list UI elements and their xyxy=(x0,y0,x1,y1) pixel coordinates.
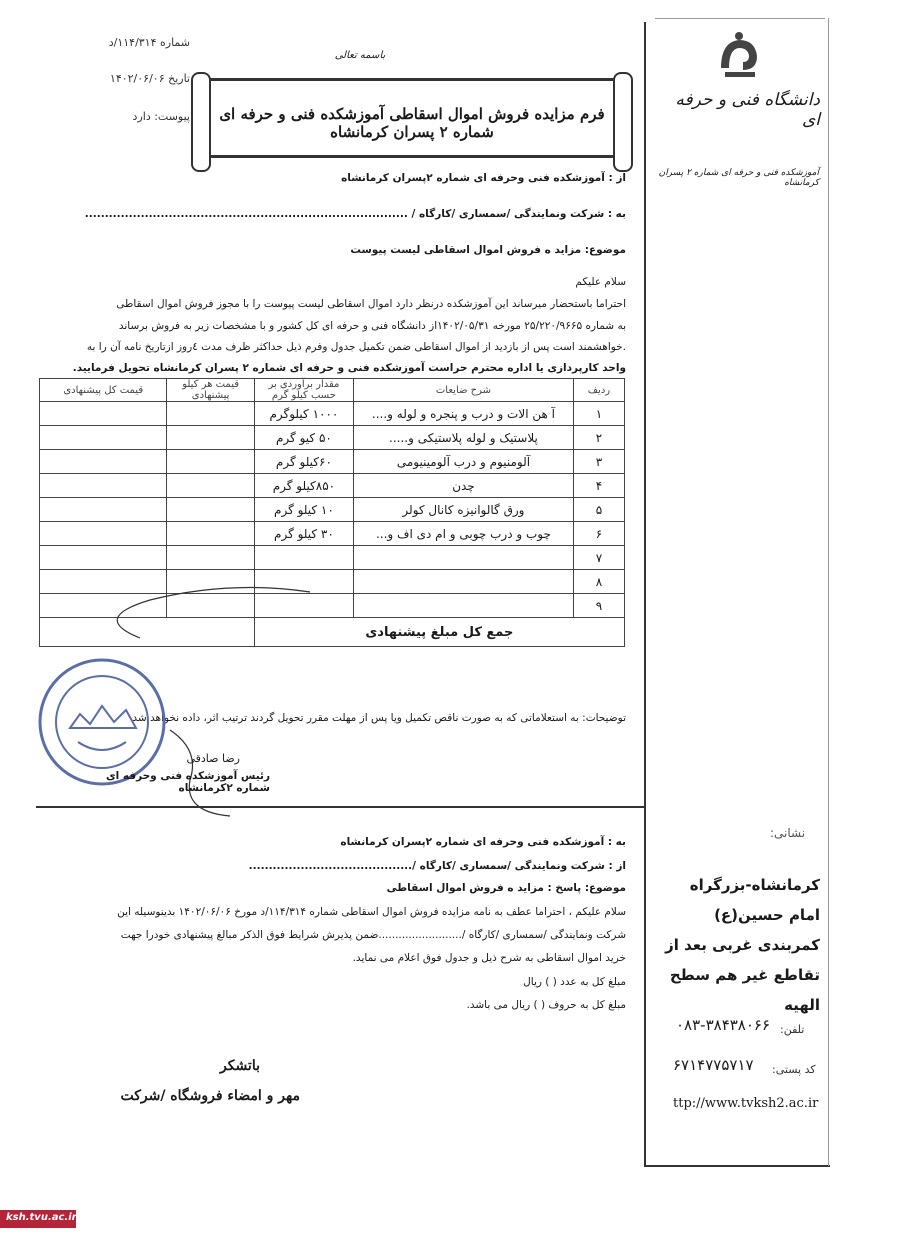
row-total-price[interactable] xyxy=(40,450,167,474)
letter-greeting: سلام علیکم xyxy=(575,276,626,288)
table-row xyxy=(40,498,625,522)
seal-signature: مهر و امضاء فروشگاه /شرکت xyxy=(120,1088,300,1104)
row-number: ۶ xyxy=(573,522,624,546)
row-unit-price[interactable] xyxy=(167,402,254,426)
university-logo-icon xyxy=(715,30,763,80)
university-name: دانشگاه فنی و حرفه ای xyxy=(675,90,820,130)
row-number: ۲ xyxy=(573,426,624,450)
reply-subject: موضوع: پاسخ : مزاید ه فروش اموال اسقاطی xyxy=(386,882,626,894)
row-unit-price[interactable] xyxy=(167,498,254,522)
row-description xyxy=(354,594,574,618)
letter-to: به : شرکت ونمایندگی /سمساری /کارگاه / ................................................................................. xyxy=(84,208,626,220)
table-row xyxy=(40,474,625,498)
row-number: ۵ xyxy=(573,498,624,522)
sidebar-border-top xyxy=(655,18,825,19)
reply-from: از : شرکت ونمایندگی /سمساری /کارگاه /......................................... xyxy=(248,860,626,872)
signer-role: رئیس آموزشکده فنی وحرفه ای شماره ۲کرمانشاه xyxy=(105,770,270,794)
row-number: ۹ xyxy=(573,594,624,618)
row-total-price[interactable] xyxy=(40,474,167,498)
section-divider xyxy=(36,806,644,808)
basmala: باسمه تعالی xyxy=(334,50,386,61)
row-unit-price[interactable] xyxy=(167,474,254,498)
row-description: ورق گالوانیزه کانال کولر xyxy=(354,498,574,522)
total-label: جمع کل مبلغ پیشنهادی xyxy=(254,618,624,647)
letter-number: شماره ۱۱۴/۳۱۴/د xyxy=(108,36,190,49)
row-total-price[interactable] xyxy=(40,498,167,522)
row-quantity xyxy=(254,546,353,570)
table-row xyxy=(40,450,625,474)
row-description: چوب و درب چوبی و ام دی اف و... xyxy=(354,522,574,546)
row-total-price[interactable] xyxy=(40,522,167,546)
sidebar-border-bottom xyxy=(644,1165,830,1167)
reply-body-2: شرکت ونمایندگی /سمساری /کارگاه /.........................ضمن پذیرش شرایط فوق الذکر مبالغ پیشنهادی خودرا جهت xyxy=(120,929,626,941)
school-name: آموزشکده فنی و حرفه ای شماره ۲ پسران کرمانشاه xyxy=(658,168,819,188)
row-unit-price[interactable] xyxy=(167,426,254,450)
sidebar-border-left xyxy=(644,22,646,1167)
row-quantity: ۱۰۰۰ کیلوگرم xyxy=(254,402,353,426)
amount-words-field[interactable]: مبلغ کل به حروف ( ) ریال می باشد. xyxy=(466,999,626,1011)
letter-body-3: .خواهشمند است پس از بازدید از اموال اسقاطی ضمن تکمیل جدول وفرم ذیل حداکثر ظرف مدت ٤روز ازتاریخ نامه آن را به xyxy=(86,341,626,353)
row-quantity: ۱۰ کیلو گرم xyxy=(254,498,353,522)
row-quantity: ۳۰ کیلو گرم xyxy=(254,522,353,546)
row-description: آ هن الات و درب و پنجره و لوله و.... xyxy=(354,402,574,426)
letter-body-4: واحد کارپردازی یا اداره محترم حراست آموزشکده فنی و حرفه ای شماره ۲ پسران کرمانشاه تحویل فرمایید. xyxy=(72,362,626,374)
row-description: چدن xyxy=(354,474,574,498)
row-number: ۸ xyxy=(573,570,624,594)
amount-number-field[interactable]: مبلغ کل به عدد ( ) ریال xyxy=(523,976,626,988)
footer-site-bar xyxy=(0,1210,76,1228)
row-quantity: ۵۰ کیو گرم xyxy=(254,426,353,450)
row-number: ۴ xyxy=(573,474,624,498)
row-description xyxy=(354,546,574,570)
row-total-price[interactable] xyxy=(40,402,167,426)
reply-body-1: سلام علیکم ، احتراما عطف به نامه مزایده فروش اموال اسقاطی شماره ۱۱۴/۳۱۴/د مورخ ۱۴۰۲/۰۶/۰۶ بدینوسیله این xyxy=(117,906,626,918)
row-description: پلاستیک و لوله پلاستیکی و..... xyxy=(354,426,574,450)
row-number: ۱ xyxy=(573,402,624,426)
table-row xyxy=(40,546,625,570)
header-quantity: مقدار برآوردی بر حسب کیلو گرم xyxy=(254,379,353,402)
row-total-price[interactable] xyxy=(40,426,167,450)
letter-attachment: پیوست: دارد xyxy=(132,110,190,123)
form-title: فرم مزایده فروش اموال اسقاطی آموزشکده فنی و حرفه ای شماره ۲ پسران کرمانشاه xyxy=(219,105,605,141)
table-row xyxy=(40,402,625,426)
footer-site: ksh.tvu.ac.ir xyxy=(6,1212,77,1223)
table-row xyxy=(40,522,625,546)
tel-number: ۰۸۳-۳۸۴۳۸۰۶۶ xyxy=(676,1016,771,1034)
tel-label: تلفن: xyxy=(780,1023,805,1036)
notes: توضیحات: به استعلاماتی که به صورت ناقص تکمیل ویا پس از مهلت مقرر تحویل گردند ترتیب اثر، داده نخواهد شد xyxy=(132,712,626,724)
signer-name: رضا صادقی xyxy=(186,752,240,765)
row-description xyxy=(354,570,574,594)
title-banner xyxy=(198,78,626,158)
header-description: شرح ضایعات xyxy=(354,379,574,402)
letter-from: از : آموزشکده فنی وحرفه ای شماره ۲پسران کرمانشاه xyxy=(341,172,626,184)
address-label: نشانی: xyxy=(770,826,806,840)
table-row xyxy=(40,426,625,450)
letter-body-1: احتراما باستحضار میرساند این آموزشکده درنظر دارد اموال اسقاطی لیست پیوست را با مجوز فروش اموال اسقاطی xyxy=(116,298,626,310)
website-url: ttp://www.tvksh2.ac.ir xyxy=(673,1096,819,1111)
letter-date: تاریخ ۱۴۰۲/۰۶/۰۶ xyxy=(109,72,190,85)
row-unit-price[interactable] xyxy=(167,546,254,570)
address: کرمانشاه-بزرگراه امام حسین(ع) کمربندی غربی بعد از تقاطع غیر هم سطح الهیه xyxy=(665,876,820,1014)
row-number: ۳ xyxy=(573,450,624,474)
row-total-price[interactable] xyxy=(40,546,167,570)
row-description: آلومنیوم و درب آلومینیومی xyxy=(354,450,574,474)
header-row-number: ردیف xyxy=(573,379,624,402)
reply-to: به : آموزشکده فنی وحرفه ای شماره ۲پسران کرمانشاه xyxy=(340,836,626,848)
letter-body-2: به شماره ۲۵/۲۲۰/۹۶۶۵ مورخه ۱۴۰۲/۰۵/۳۱از دانشگاه فنی و حرفه ای کل کشور و با مشخصات زیر به فروش برساند xyxy=(118,320,626,332)
header-unit-price: قیمت هر کیلو پیشنهادی xyxy=(167,379,254,402)
postal-label: کد پستی: xyxy=(772,1063,816,1076)
row-quantity: ۸۵۰کیلو گرم xyxy=(254,474,353,498)
header-total-price: قیمت کل پیشنهادی xyxy=(40,379,167,402)
table-header-row xyxy=(40,379,625,402)
reply-body-3: خرید اموال اسقاطی به شرح ذیل و جدول فوق اعلام می نماید. xyxy=(352,952,626,964)
row-unit-price[interactable] xyxy=(167,450,254,474)
row-unit-price[interactable] xyxy=(167,522,254,546)
row-number: ۷ xyxy=(573,546,624,570)
postal-code: ۶۷۱۴۷۷۵۷۱۷ xyxy=(673,1056,754,1074)
sidebar-border-right xyxy=(828,18,829,1166)
thanks: باتشکر xyxy=(219,1058,260,1074)
row-quantity: ۶۰کیلو گرم xyxy=(254,450,353,474)
letter-subject: موضوع: مزاید ه فروش اموال اسقاطی لیست پیوست xyxy=(350,244,626,256)
